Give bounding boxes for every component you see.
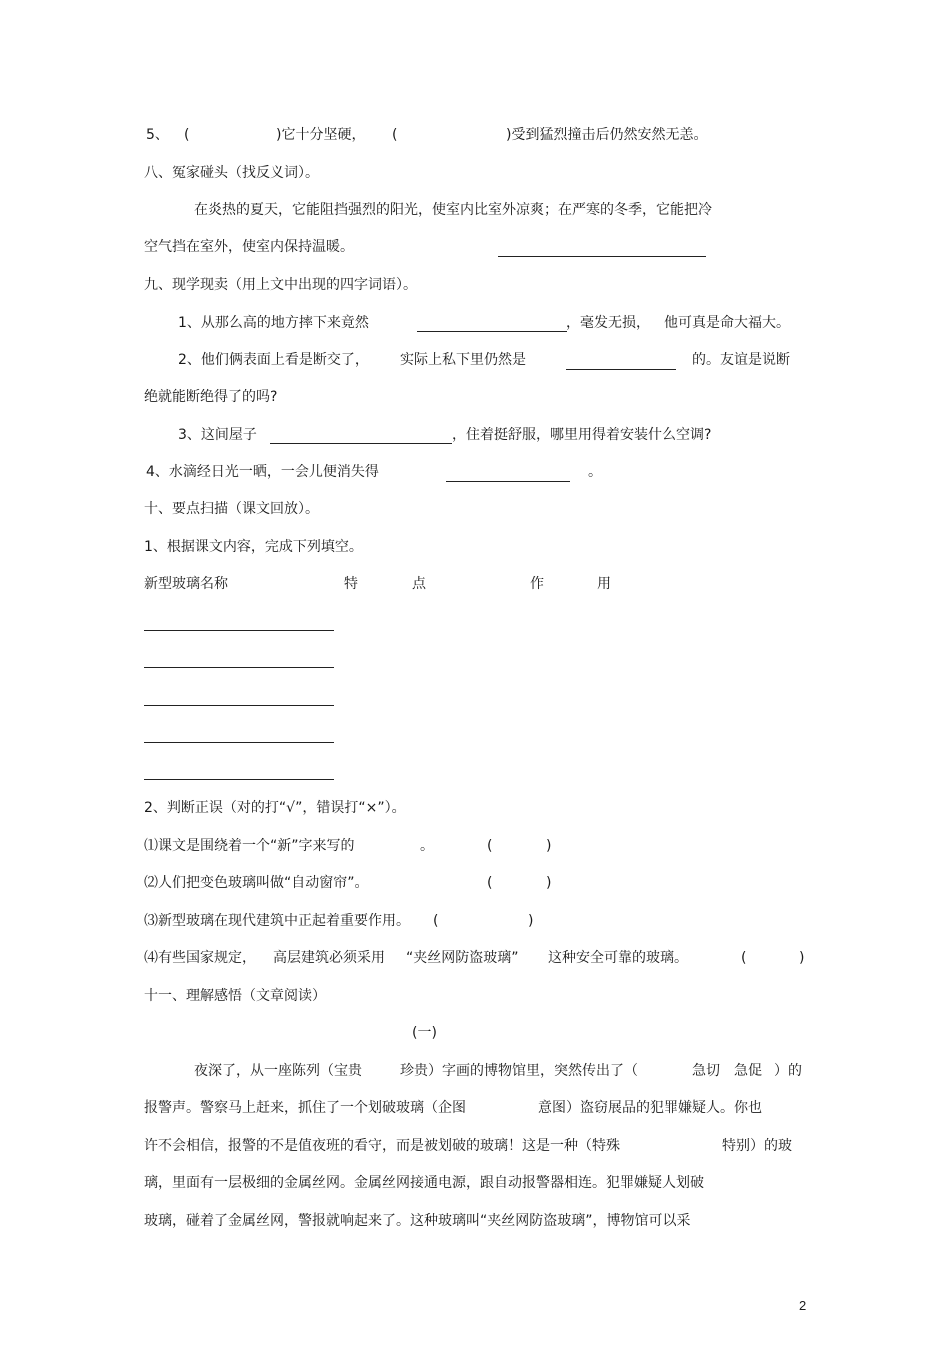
judge-3-answer-open[interactable]: (: [433, 913, 439, 929]
glass-name-blank-4[interactable]: [144, 742, 334, 743]
s9-item-2-text-b: 实际上私下里仍然是: [400, 352, 526, 368]
table-col-use-a: 作: [530, 576, 544, 592]
judge-4-text-b: 高层建筑必须采用: [273, 950, 385, 966]
reading-line-1-d: 急促: [734, 1063, 762, 1079]
s9-item-1-text-b: ，毫发无损，: [566, 315, 650, 331]
judge-4-text-a: ⑷有些国家规定，: [144, 950, 256, 966]
s9-item-1-text-c: 他可真是命大福大。: [664, 315, 790, 331]
s10-sub-2: 2、判断正误（对的打“√”，错误打“×”）。: [144, 800, 406, 816]
judge-2-answer-close: ): [546, 875, 552, 891]
s9-item-4-text-a: 4、水滴经日光一晒，一会儿便消失得: [146, 464, 379, 480]
table-col-feature-b: 点: [412, 576, 426, 592]
reading-line-5: 玻璃，碰着了金属丝网，警报就响起来了。这种玻璃叫“夹丝网防盗玻璃”，博物馆可以采: [144, 1213, 691, 1229]
judge-4-answer-close: ): [799, 950, 805, 966]
judge-3-answer-close: ): [528, 913, 534, 929]
reading-line-1-b: 珍贵）字画的博物馆里，突然传出了（: [400, 1063, 638, 1079]
table-col-feature-a: 特: [344, 576, 358, 592]
q5-paren-open-1: (: [184, 127, 190, 143]
glass-name-blank-2[interactable]: [144, 667, 334, 668]
reading-line-1-c: 急切: [692, 1063, 720, 1079]
judge-2-text: ⑵人们把变色玻璃叫做“自动窗帘”。: [144, 875, 369, 891]
q5-paren-open-2: (: [392, 127, 398, 143]
reading-part-label: (一): [412, 1025, 437, 1041]
section-8-passage-line-1: 在炎热的夏天，它能阻挡强烈的阳光，使室内比室外凉爽；在严寒的冬季，它能把冷: [194, 202, 712, 218]
judge-2-answer-open[interactable]: (: [487, 875, 493, 891]
judge-4-answer-open[interactable]: (: [741, 950, 747, 966]
s9-item-4-blank[interactable]: [446, 481, 570, 482]
s9-item-3-text-a: 3、这间屋子: [178, 427, 257, 443]
reading-line-3-b: 特别）的玻: [722, 1138, 792, 1154]
section-9-title: 九、现学现卖（用上文中出现的四字词语）。: [144, 277, 417, 293]
section-8-passage-line-2: 空气挡在室外，使室内保持温暖。: [144, 239, 354, 255]
judge-1-text: ⑴课文是围绕着一个“新”字来写的: [144, 838, 355, 854]
q5-text-2: )受到猛烈撞击后仍然安然无恙。: [506, 127, 708, 143]
s9-item-2-blank[interactable]: [566, 369, 676, 370]
judge-1-answer-open[interactable]: (: [487, 838, 493, 854]
glass-name-blank-5[interactable]: [144, 779, 334, 780]
s9-item-2-text-a: 2、他们俩表面上看是断交了，: [178, 352, 369, 368]
q5-number: 5、: [146, 127, 169, 143]
section-11-title: 十一、理解感悟（文章阅读）: [144, 988, 326, 1004]
s9-item-2-text-d: 绝就能断绝得了的吗?: [144, 389, 278, 405]
reading-line-1-e: ）的: [774, 1063, 802, 1079]
reading-line-1-a: 夜深了，从一座陈列（宝贵: [194, 1063, 362, 1079]
judge-4-text-c: “夹丝网防盗玻璃”: [406, 950, 519, 966]
reading-line-4: 璃，里面有一层极细的金属丝网。金属丝网接通电源，跟自动报警器相连。犯罪嫌疑人划破: [144, 1175, 704, 1191]
judge-4-text-d: 这种安全可靠的玻璃。: [548, 950, 688, 966]
page-number: 2: [799, 1298, 807, 1313]
s9-item-3-blank[interactable]: [270, 443, 452, 444]
s9-item-3-text-b: ，住着挺舒服，哪里用得着安装什么空调?: [452, 427, 712, 443]
judge-1-period: 。: [420, 838, 434, 854]
section-10-title: 十、要点扫描（课文回放）。: [144, 501, 319, 517]
q5-text-1: )它十分坚硬，: [276, 127, 366, 143]
reading-line-2-b: 意图）盗窃展品的犯罪嫌疑人。你也: [538, 1100, 762, 1116]
glass-name-blank-1[interactable]: [144, 630, 334, 631]
section-8-title: 八、冤家碰头（找反义词）。: [144, 165, 319, 181]
s9-item-2-text-c: 的。友谊是说断: [692, 352, 790, 368]
judge-3-text: ⑶新型玻璃在现代建筑中正起着重要作用。: [144, 913, 410, 929]
judge-1-answer-close: ): [546, 838, 552, 854]
table-col-name: 新型玻璃名称: [144, 576, 228, 592]
reading-line-2-a: 报警声。警察马上赶来，抓住了一个划破玻璃（企图: [144, 1100, 466, 1116]
s9-item-1-text-a: 1、从那么高的地方摔下来竟然: [178, 315, 369, 331]
reading-line-3-a: 许不会相信，报警的不是值夜班的看守，而是被划破的玻璃！这是一种（特殊: [144, 1138, 620, 1154]
s9-item-1-blank[interactable]: [417, 331, 567, 332]
glass-name-blank-3[interactable]: [144, 705, 334, 706]
section-8-answer-blank[interactable]: [498, 256, 706, 257]
table-col-use-b: 用: [597, 576, 611, 592]
s9-item-4-text-b: 。: [588, 464, 602, 480]
s10-sub-1: 1、根据课文内容，完成下列填空。: [144, 539, 363, 555]
